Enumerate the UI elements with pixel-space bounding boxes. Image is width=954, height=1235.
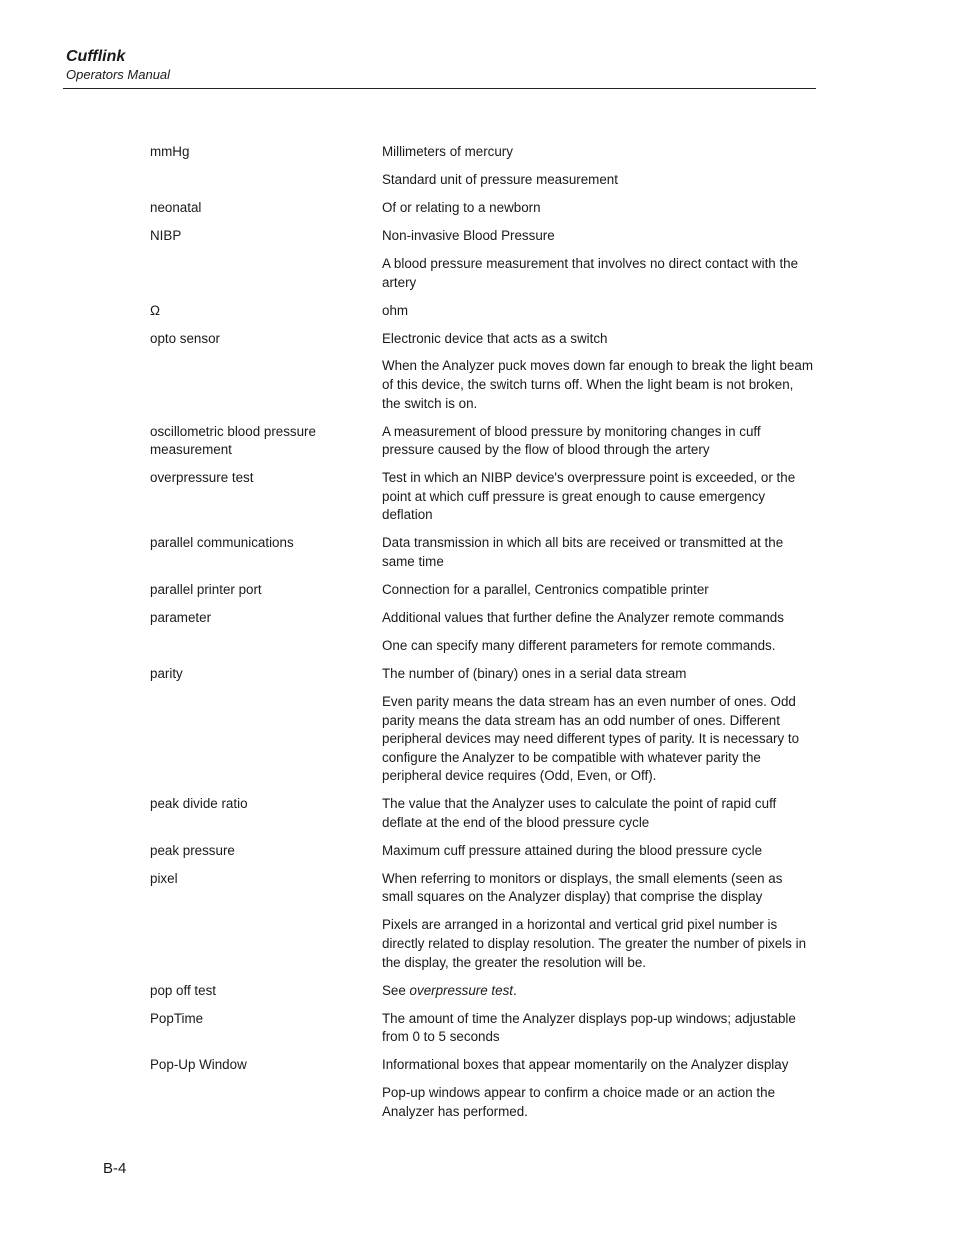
glossary-definition: Standard unit of pressure measurement bbox=[382, 171, 618, 187]
glossary-row bbox=[150, 982, 820, 1001]
glossary-term bbox=[150, 693, 382, 786]
glossary-row bbox=[150, 1010, 820, 1047]
glossary-definition: Of or relating to a newborn bbox=[382, 199, 541, 215]
glossary-term: parallel communications bbox=[150, 535, 294, 551]
glossary-definition: Additional values that further define the Analyzer remote commands bbox=[382, 609, 784, 625]
glossary-table bbox=[150, 143, 820, 1131]
glossary-definition: One can specify many different parameters for remote commands. bbox=[382, 637, 776, 653]
definition-text: See bbox=[382, 982, 410, 998]
glossary-definition: The value that the Analyzer uses to calculate the point of rapid cuff deflate at the end of the blood pressure cycle bbox=[382, 796, 777, 830]
glossary-row bbox=[150, 469, 820, 525]
glossary-row bbox=[150, 665, 820, 684]
glossary-row bbox=[150, 795, 820, 832]
glossary-row bbox=[150, 637, 820, 656]
glossary-row bbox=[150, 227, 820, 246]
glossary-term: neonatal bbox=[150, 199, 202, 215]
glossary-definition: A blood pressure measurement that involves no direct contact with the artery bbox=[382, 255, 799, 290]
glossary-term: pop off test bbox=[150, 982, 217, 998]
glossary-definition: Test in which an NIBP device's overpressure point is exceeded, or the point at which cuff pressure is great enough to cause emergency deflation bbox=[382, 470, 796, 523]
glossary-row bbox=[150, 1084, 820, 1121]
document-subtitle: Operators Manual bbox=[66, 67, 171, 82]
glossary-term bbox=[150, 171, 382, 190]
cross-reference: overpressure test bbox=[409, 982, 513, 998]
glossary-term: NIBP bbox=[150, 227, 182, 243]
glossary-definition: A measurement of blood pressure by monitoring changes in cuff pressure caused by the flow of blood through the artery bbox=[382, 423, 761, 458]
glossary-term: peak pressure bbox=[150, 842, 235, 858]
glossary-term bbox=[150, 637, 382, 656]
glossary-term: parallel printer port bbox=[150, 581, 262, 597]
glossary-row bbox=[150, 581, 820, 600]
glossary-term: Pop-Up Window bbox=[150, 1057, 247, 1073]
glossary-row bbox=[150, 199, 820, 218]
glossary-row bbox=[150, 916, 820, 972]
glossary-definition: Pop-up windows appear to confirm a choice made or an action the Analyzer has performed. bbox=[382, 1085, 776, 1119]
glossary-definition: Millimeters of mercury bbox=[382, 144, 513, 159]
glossary-term: parity bbox=[150, 665, 183, 681]
glossary-term bbox=[150, 357, 382, 413]
glossary-term: opto sensor bbox=[150, 330, 220, 346]
glossary-term: peak divide ratio bbox=[150, 796, 248, 812]
glossary-term bbox=[150, 1084, 382, 1121]
glossary-row bbox=[150, 609, 820, 628]
glossary-definition: Pixels are arranged in a horizontal and vertical grid pixel number is directly related to display resolution. The greater the number of pixels in the display, the greater the resolution will be. bbox=[382, 917, 807, 970]
glossary-definition: Electronic device that acts as a switch bbox=[382, 330, 608, 346]
glossary-definition: Connection for a parallel, Centronics compatible printer bbox=[382, 581, 709, 597]
glossary-definition: Informational boxes that appear momentarily on the Analyzer display bbox=[382, 1057, 789, 1073]
glossary-row bbox=[150, 1056, 820, 1075]
glossary-definition: Data transmission in which all bits are received or transmitted at the same time bbox=[382, 535, 784, 569]
glossary-row bbox=[150, 302, 820, 321]
glossary-definition: When referring to monitors or displays, the small elements (seen as small squares on the Analyzer display) that comprise the display bbox=[382, 870, 783, 905]
glossary-term bbox=[150, 255, 382, 292]
glossary-definition: When the Analyzer puck moves down far enough to break the light beam of this device, the switch turns off. When the light beam is not broken, the switch is on. bbox=[382, 358, 813, 411]
glossary-definition: Even parity means the data stream has an even number of ones. Odd parity means the data stream has an odd number of ones. Different peripheral devices may need different types of parity. It is necessary to configure the Analyzer to be compatible with whatever parity the peripheral device requires (Odd, Even, or Off). bbox=[382, 693, 800, 784]
glossary-row bbox=[150, 255, 820, 292]
glossary-term: pixel bbox=[150, 870, 178, 886]
glossary-row bbox=[150, 870, 820, 907]
glossary-term: mmHg bbox=[150, 144, 190, 159]
document-title: Cufflink bbox=[66, 48, 126, 65]
running-header bbox=[66, 47, 170, 83]
glossary-term: overpressure test bbox=[150, 470, 254, 486]
glossary-definition: The amount of time the Analyzer displays pop-up windows; adjustable from 0 to 5 seconds bbox=[382, 1010, 796, 1045]
glossary-term: PopTime bbox=[150, 1010, 204, 1026]
glossary-term: oscillometric blood pressure measurement bbox=[150, 423, 316, 458]
glossary-term: Ω bbox=[150, 302, 161, 318]
glossary-definition: ohm bbox=[382, 302, 409, 318]
header-rule bbox=[63, 88, 816, 89]
glossary-row bbox=[150, 171, 820, 190]
glossary-definition: Maximum cuff pressure attained during the blood pressure cycle bbox=[382, 842, 763, 858]
glossary-term: parameter bbox=[150, 609, 212, 625]
glossary-definition: Non-invasive Blood Pressure bbox=[382, 227, 555, 243]
glossary-row bbox=[150, 357, 820, 413]
glossary-row bbox=[150, 842, 820, 861]
glossary-row bbox=[150, 330, 820, 349]
glossary-definition: The number of (binary) ones in a serial data stream bbox=[382, 665, 687, 681]
glossary-row bbox=[150, 534, 820, 571]
glossary-row bbox=[150, 423, 820, 460]
glossary-row bbox=[150, 693, 820, 786]
glossary-row bbox=[150, 143, 820, 162]
definition-suffix: . bbox=[513, 982, 517, 998]
page-number: B-4 bbox=[103, 1160, 127, 1177]
glossary-term bbox=[150, 916, 382, 972]
glossary-definition bbox=[382, 982, 815, 1001]
